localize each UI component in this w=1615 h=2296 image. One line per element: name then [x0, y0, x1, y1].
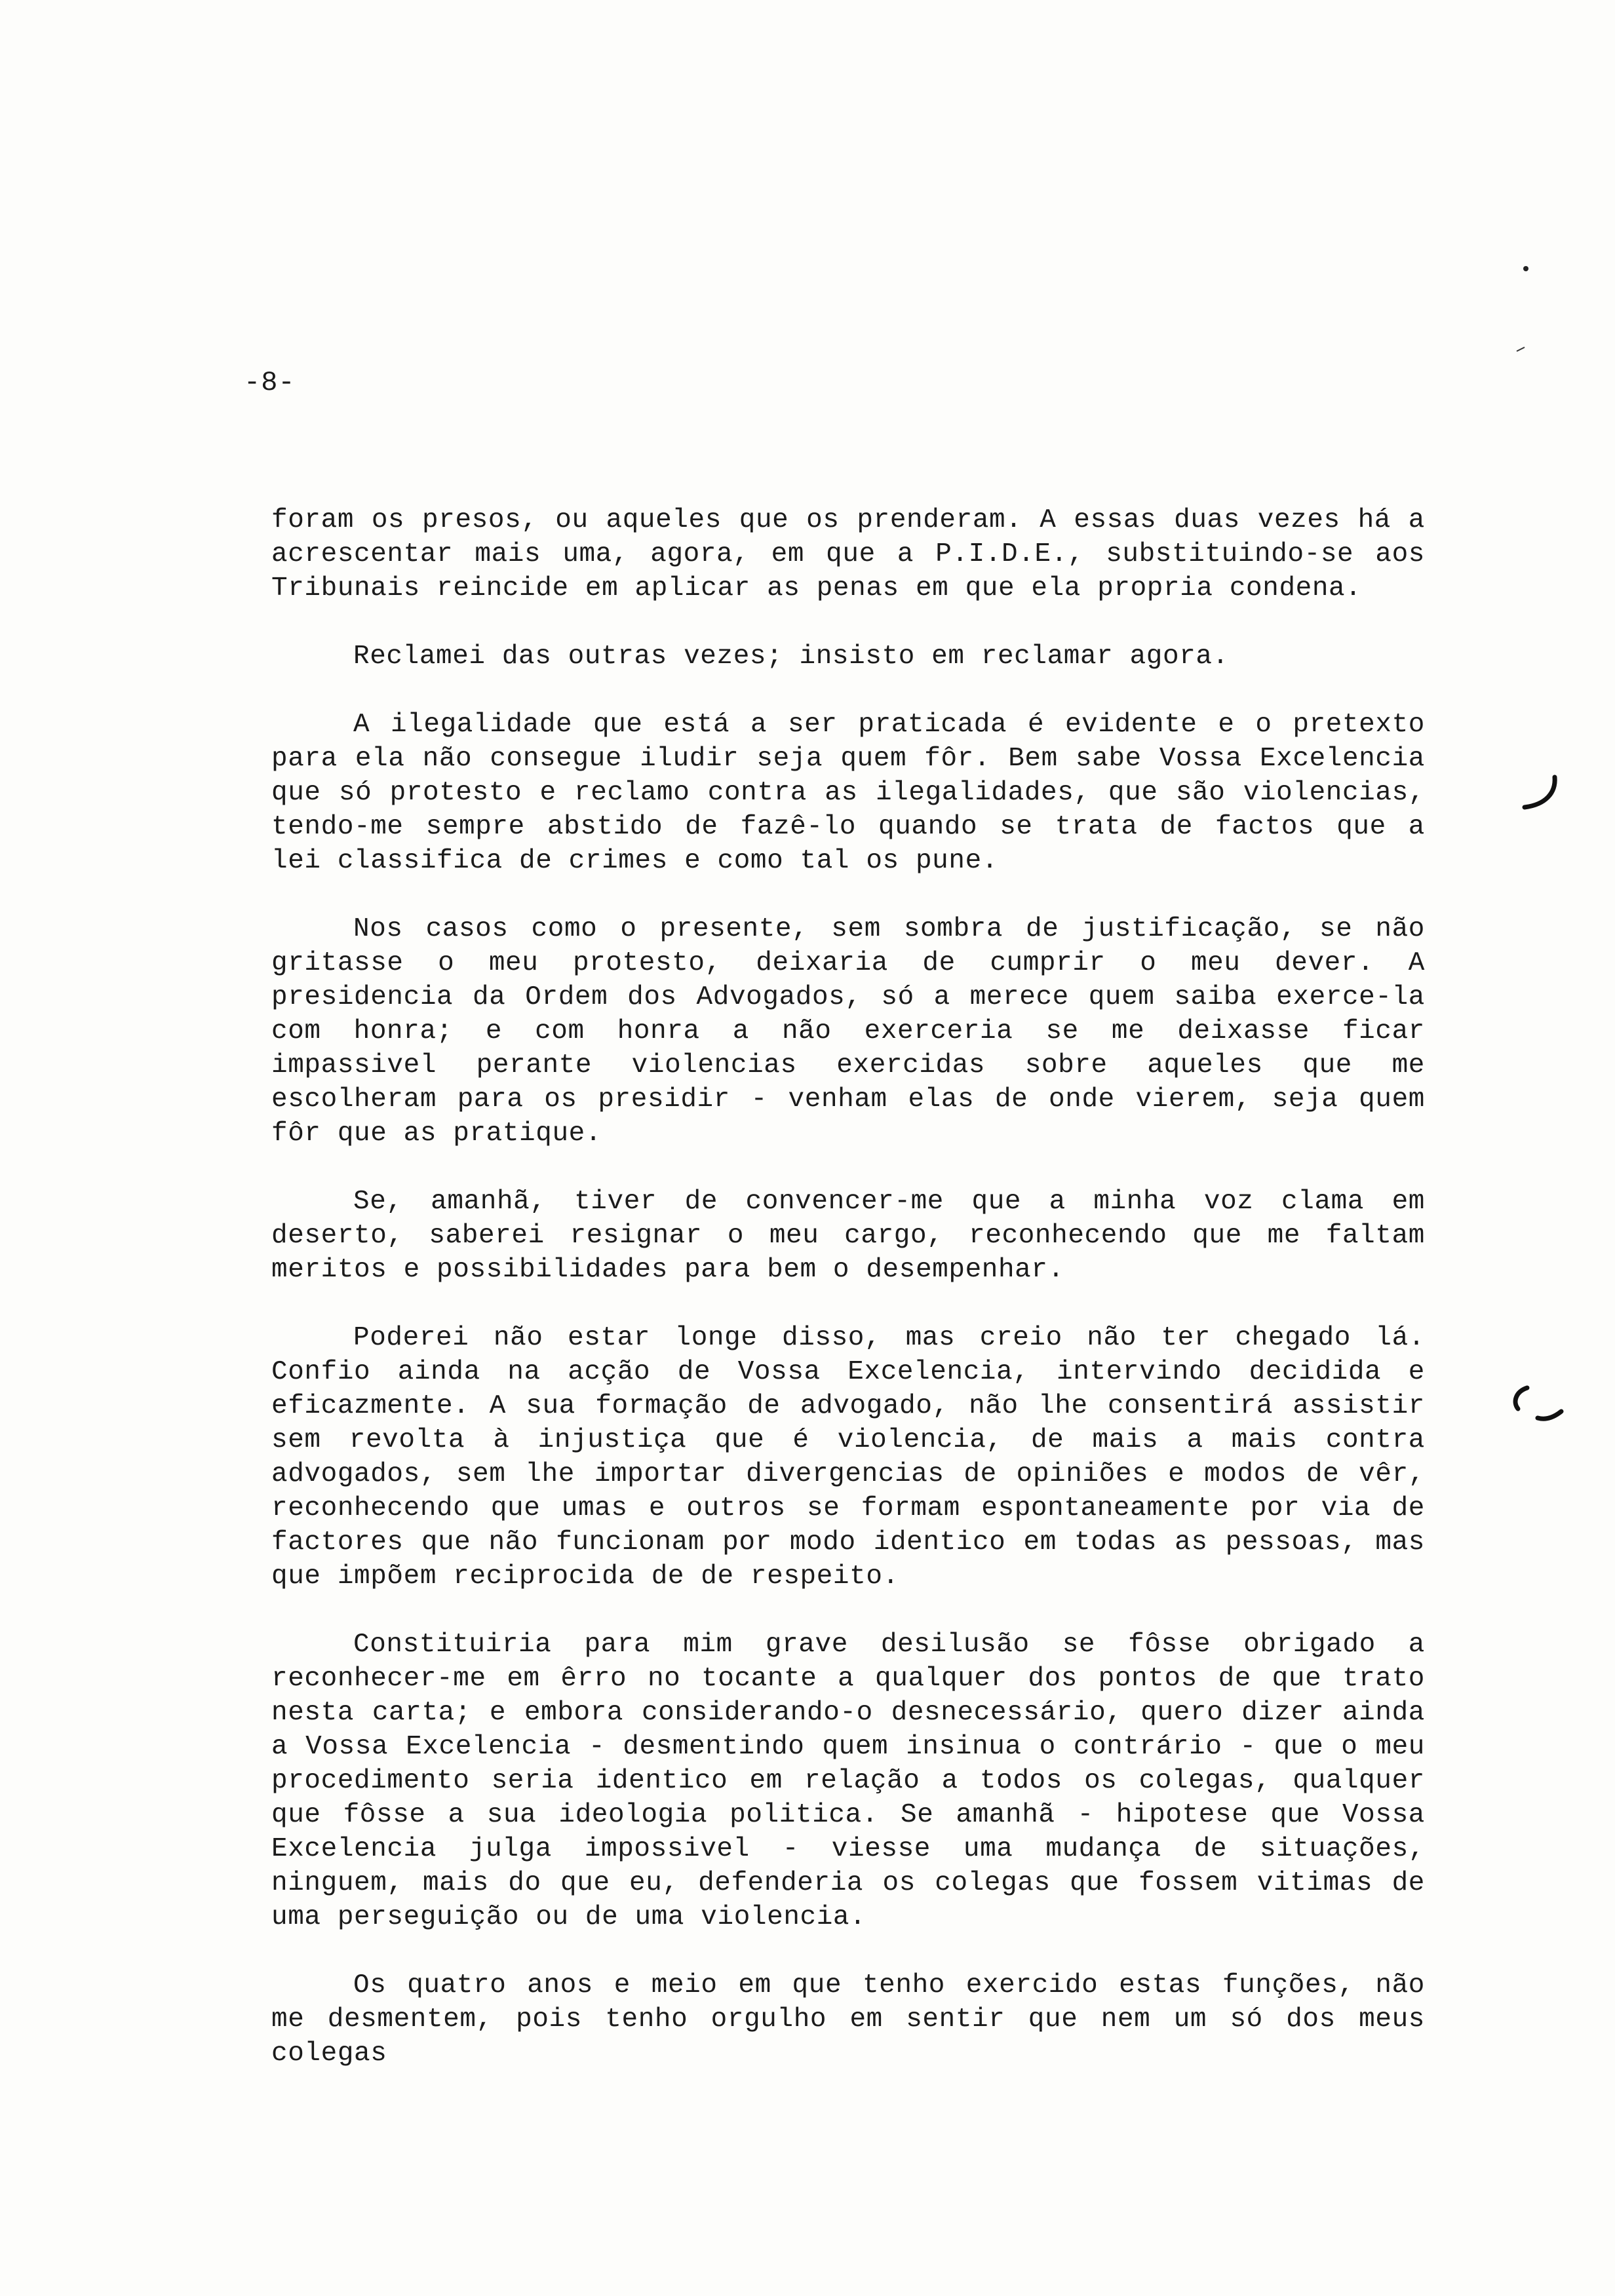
- paragraph-5: Se, amanhã, tiver de convencer-me que a minha voz clama em deserto, saberei resignar o meu cargo, reconhecendo que me faltam meritos e possibilidades para bem o desempenhar.: [271, 1187, 1425, 1285]
- paragraph-6: Poderei não estar longe disso, mas creio não ter chegado lá. Confio ainda na acção de Vossa Excelencia, intervindo decidida e eficazmente. A sua formação de advogado, não lhe consentirá assistir sem revolta à injustiça que é violencia, de mais a mais contra advogados, sem lhe importar divergencias de opiniões e modos de vêr, reconhecendo que umas e outros se formam espontaneamente por via de factores que não funcionam por modo identico em todas as pessoas, mas que impõem reciprocida de de respeito.: [271, 1323, 1425, 1592]
- paragraph-4: Nos casos como o presente, sem sombra de justificação, se não gritasse o meu protesto, deixaria de cumprir o meu dever. A presidencia da Ordem dos Advogados, só a merece quem saiba exerce-la com honra; e com honra a não exerceria se me deixasse ficar impassivel perante violencias exercidas sobre aqueles que me escolheram para os presidir - venham elas de onde vierem, seja quem fôr que as pratique.: [271, 914, 1425, 1149]
- speck-mark: [1522, 265, 1530, 273]
- paragraph-3: A ilegalidade que está a ser praticada é evidente e o pretexto para ela não consegue iludir seja quem fôr. Bem sabe Vossa Excelencia que só protesto e reclamo contra as ilegalidades, que são violencias, tendo-me sempre abstido de fazê-lo quando se trata de factos que a lei classifica de crimes e como tal os pune.: [271, 710, 1425, 876]
- paragraph-7: Constituiria para mim grave desilusão se fôsse obrigado a reconhecer-me em êrro no tocante a qualquer dos pontos de que trato nesta carta; e embora considerando-o desnecessário, quero dizer ainda a Vossa Excelencia - desmentindo quem insinua o contrário - que o meu procedimento seria identico em relação a todos os colegas, qualquer que fôsse a sua ideologia politica. Se amanhã - hipotese que Vossa Excelencia julga impossivel - viesse uma mudança de situações, ninguem, mais do que eu, defenderia os colegas que fossem vitimas de uma perseguição ou de uma violencia.: [271, 1630, 1425, 1932]
- paragraph-8: Os quatro anos e meio em que tenho exercido estas funções, não me desmentem, pois tenho orgulho em sentir que nem um só dos meus colegas: [271, 1970, 1425, 2069]
- binder-hole-arc-icon: [1519, 773, 1559, 813]
- speck-mark: [1515, 346, 1526, 353]
- paragraph-1: foram os presos, ou aqueles que os prenderam. A essas duas vezes há a acrescentar mais uma, agora, em que a P.I.D.E., substituindo-se aos Tribunais reincide em aplicar as penas em que ela propria condena.: [271, 505, 1425, 603]
- letter-body: [271, 503, 1425, 2071]
- page-number: -8-: [244, 367, 296, 398]
- binder-hole-arc-icon: [1509, 1383, 1568, 1435]
- paragraph-2: Reclamei das outras vezes; insisto em reclamar agora.: [353, 641, 1229, 672]
